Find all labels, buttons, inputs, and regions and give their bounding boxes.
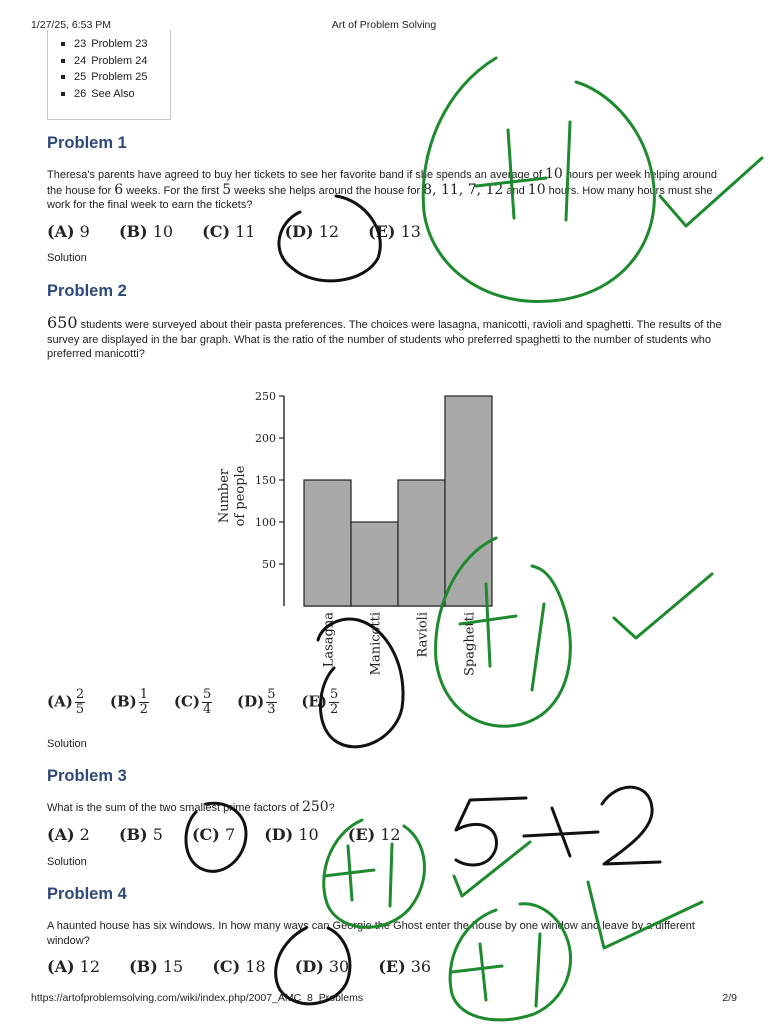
denominator: 2 xyxy=(139,702,149,717)
choice-value: 12 xyxy=(79,957,101,976)
math-number: 10 xyxy=(527,181,546,198)
problem-text-part: hours. How many hours must she work for the final week to earn the tickets? xyxy=(47,184,713,211)
problem-3-choices xyxy=(47,825,425,844)
answer-choice xyxy=(295,957,349,976)
chart-bar-spaghetti xyxy=(445,396,492,606)
problem-4-text xyxy=(47,919,727,948)
answer-choice xyxy=(47,688,85,717)
choice-value: 2 xyxy=(79,825,90,844)
choice-letter: (E) xyxy=(378,957,406,976)
choice-value: 15 xyxy=(162,957,184,976)
problem-2-heading: Problem 2 xyxy=(47,282,127,300)
numerator: 5 xyxy=(329,687,339,702)
problem-3-heading: Problem 3 xyxy=(47,767,127,785)
print-title: Art of Problem Solving xyxy=(331,19,437,31)
problem-text-part: ? xyxy=(328,802,335,814)
chart-tick-label: 150 xyxy=(255,474,276,487)
problem-text-part: A haunted house has six windows. In how many ways can Georgie the Ghost enter the house by one window and leave by a different window? xyxy=(47,920,695,947)
problem-text-part: Theresa's parents have agreed to buy her tickets to see her favorite band if she spends an average of xyxy=(47,169,546,181)
chart-tick-label: 200 xyxy=(255,432,276,445)
toc-link[interactable] xyxy=(74,38,148,50)
choice-value: 12 xyxy=(380,825,401,844)
choice-letter: (A) xyxy=(47,222,75,241)
answer-choice xyxy=(301,688,339,717)
problem-3-solution-link[interactable]: Solution xyxy=(47,856,87,868)
toc-link[interactable] xyxy=(74,88,135,100)
choice-letter: (C) xyxy=(173,692,200,711)
fraction xyxy=(202,688,212,717)
chart-categories xyxy=(322,612,478,676)
problem-4-heading: Problem 4 xyxy=(47,885,127,903)
answer-choice xyxy=(110,688,149,717)
problem-text-part: weeks. For the first xyxy=(123,184,223,197)
choice-letter: (E) xyxy=(347,825,376,844)
choice-letter: (E) xyxy=(301,692,327,711)
answer-choice xyxy=(192,825,235,844)
numerator: 1 xyxy=(139,687,149,702)
answer-choice xyxy=(129,957,183,976)
choice-letter: (C) xyxy=(202,222,231,241)
denominator: 2 xyxy=(329,702,339,717)
answer-choice xyxy=(174,688,212,717)
answer-choice xyxy=(47,825,90,844)
problem-4-choices xyxy=(47,957,455,976)
answer-choice xyxy=(119,222,173,241)
ink-check-p3 xyxy=(454,842,530,896)
answer-choice xyxy=(47,957,100,976)
toc-item[interactable] xyxy=(74,69,170,86)
denominator: 3 xyxy=(267,702,276,717)
answer-choice xyxy=(378,957,431,976)
chart-category-label: Ravioli xyxy=(415,612,431,658)
choice-value: 9 xyxy=(79,222,90,241)
problem-1-text xyxy=(47,167,727,213)
choice-value: 7 xyxy=(224,825,236,844)
fraction xyxy=(139,688,149,717)
math-number: 250 xyxy=(301,799,329,815)
chart-category-label: Spaghetti xyxy=(462,612,478,676)
problem-2-solution-link[interactable]: Solution xyxy=(47,738,87,750)
answer-choice xyxy=(368,222,421,241)
choice-value: 5 xyxy=(152,825,163,844)
chart-ylabel-line1: Number xyxy=(217,468,232,524)
answer-choice xyxy=(119,825,163,844)
toc-item[interactable] xyxy=(74,86,170,103)
choice-letter: (A) xyxy=(47,957,75,976)
chart-bar-ravioli xyxy=(398,480,445,606)
chart-category-label: Lasagna xyxy=(321,612,337,668)
choice-letter: (C) xyxy=(191,825,220,844)
choice-letter: (D) xyxy=(294,957,324,976)
problem-2-text xyxy=(47,313,727,362)
ink-one-p2 xyxy=(532,604,544,690)
problem-text-part: What is the sum of the two smallest prime factors of xyxy=(47,802,302,814)
chart-bar-lasagna xyxy=(304,480,351,606)
toc-item[interactable] xyxy=(74,53,170,70)
choice-value: 13 xyxy=(400,222,421,241)
choice-letter: (C) xyxy=(212,957,241,976)
math-number: 8, 11, 7, 12 xyxy=(423,181,504,198)
toc-label: Problem 23 xyxy=(91,38,148,50)
problem-1-heading: Problem 1 xyxy=(47,134,127,152)
choice-letter: (D) xyxy=(264,825,294,844)
toc-number: 23 xyxy=(74,38,87,50)
choice-letter: (B) xyxy=(109,692,137,711)
math-number: 5 xyxy=(222,181,232,198)
choice-value: 36 xyxy=(410,957,432,976)
problem-text-part: and xyxy=(503,184,528,197)
numerator: 5 xyxy=(267,687,276,702)
numerator: 2 xyxy=(75,687,85,702)
choice-value: 18 xyxy=(245,957,266,976)
toc-link[interactable] xyxy=(74,55,148,67)
problem-2-choices xyxy=(47,688,359,717)
math-number: 650 xyxy=(47,313,78,332)
choice-value: 10 xyxy=(152,222,174,241)
answer-choice xyxy=(237,688,276,717)
numerator: 5 xyxy=(202,687,212,702)
answer-choice xyxy=(202,222,255,241)
math-number: 6 xyxy=(114,181,124,198)
answer-choice xyxy=(47,222,90,241)
answer-choice xyxy=(212,957,265,976)
toc-label: Problem 24 xyxy=(91,54,148,67)
problem-1-choices xyxy=(47,222,445,241)
chart-ticks xyxy=(255,390,284,571)
problem-text-part: weeks she helps around the house for xyxy=(231,184,424,197)
math-number: 10 xyxy=(545,166,563,182)
pasta-bar-chart xyxy=(200,370,520,690)
toc-label: Problem 25 xyxy=(91,71,148,83)
answer-choice xyxy=(264,825,318,844)
choice-letter: (A) xyxy=(47,825,75,844)
chart-ylabel-line2: of people xyxy=(233,465,248,527)
toc-number: 26 xyxy=(74,87,87,100)
ink-one-p3-green xyxy=(390,844,392,906)
choice-letter: (D) xyxy=(237,692,265,711)
ink-plus-p3-green xyxy=(324,846,374,900)
chart-tick-label: 250 xyxy=(255,390,276,403)
choice-letter: (B) xyxy=(118,222,148,241)
chart-bar-manicotti xyxy=(351,522,398,606)
toc-number: 24 xyxy=(74,54,87,67)
denominator: 5 xyxy=(75,702,85,717)
fraction xyxy=(329,688,339,717)
toc-label: See Also xyxy=(91,87,135,100)
ink-check-p2 xyxy=(614,574,712,638)
choice-letter: (E) xyxy=(368,222,396,241)
print-page-number: 2/9 xyxy=(722,992,737,1004)
choice-value: 11 xyxy=(235,222,256,241)
answer-choice xyxy=(285,222,339,241)
chart-bars xyxy=(304,396,492,606)
denominator: 4 xyxy=(202,702,212,717)
print-date: 1/27/25, 6:53 PM xyxy=(31,19,111,31)
problem-text-part: hours per week helping around the house for xyxy=(47,169,717,197)
fraction xyxy=(75,688,85,717)
choice-letter: (D) xyxy=(284,222,314,241)
chart-category-label: Manicotti xyxy=(368,612,384,676)
toc-item[interactable] xyxy=(74,36,170,53)
toc-link[interactable] xyxy=(74,71,148,83)
choice-value: 12 xyxy=(318,222,340,241)
chart-tick-label: 50 xyxy=(262,558,276,571)
answer-choice xyxy=(348,825,401,844)
choice-letter: (A) xyxy=(47,692,73,711)
fraction xyxy=(266,688,276,717)
choice-letter: (B) xyxy=(118,825,148,844)
problem-text-part: students were surveyed about their pasta preferences. The choices were lasagna, manicotti, ravioli and spaghetti. The results of the survey are displayed in the bar graph. What is the ratio of the number of students who preferred spaghetti to the number of students who preferred manicotti? xyxy=(47,319,722,360)
choice-letter: (B) xyxy=(129,957,158,976)
ink-digit-2 xyxy=(602,787,660,864)
chart-tick-label: 100 xyxy=(255,516,276,529)
problem-1-solution-link[interactable]: Solution xyxy=(47,252,87,264)
print-url: https://artofproblemsolving.com/wiki/index.php/2007_AMC_8_Problems xyxy=(31,992,364,1004)
toc-number: 25 xyxy=(74,71,87,83)
choice-value: 10 xyxy=(298,825,319,844)
problem-3-text xyxy=(47,800,727,816)
choice-value: 30 xyxy=(328,957,350,976)
print-footer xyxy=(31,992,737,1006)
table-of-contents xyxy=(47,30,171,120)
